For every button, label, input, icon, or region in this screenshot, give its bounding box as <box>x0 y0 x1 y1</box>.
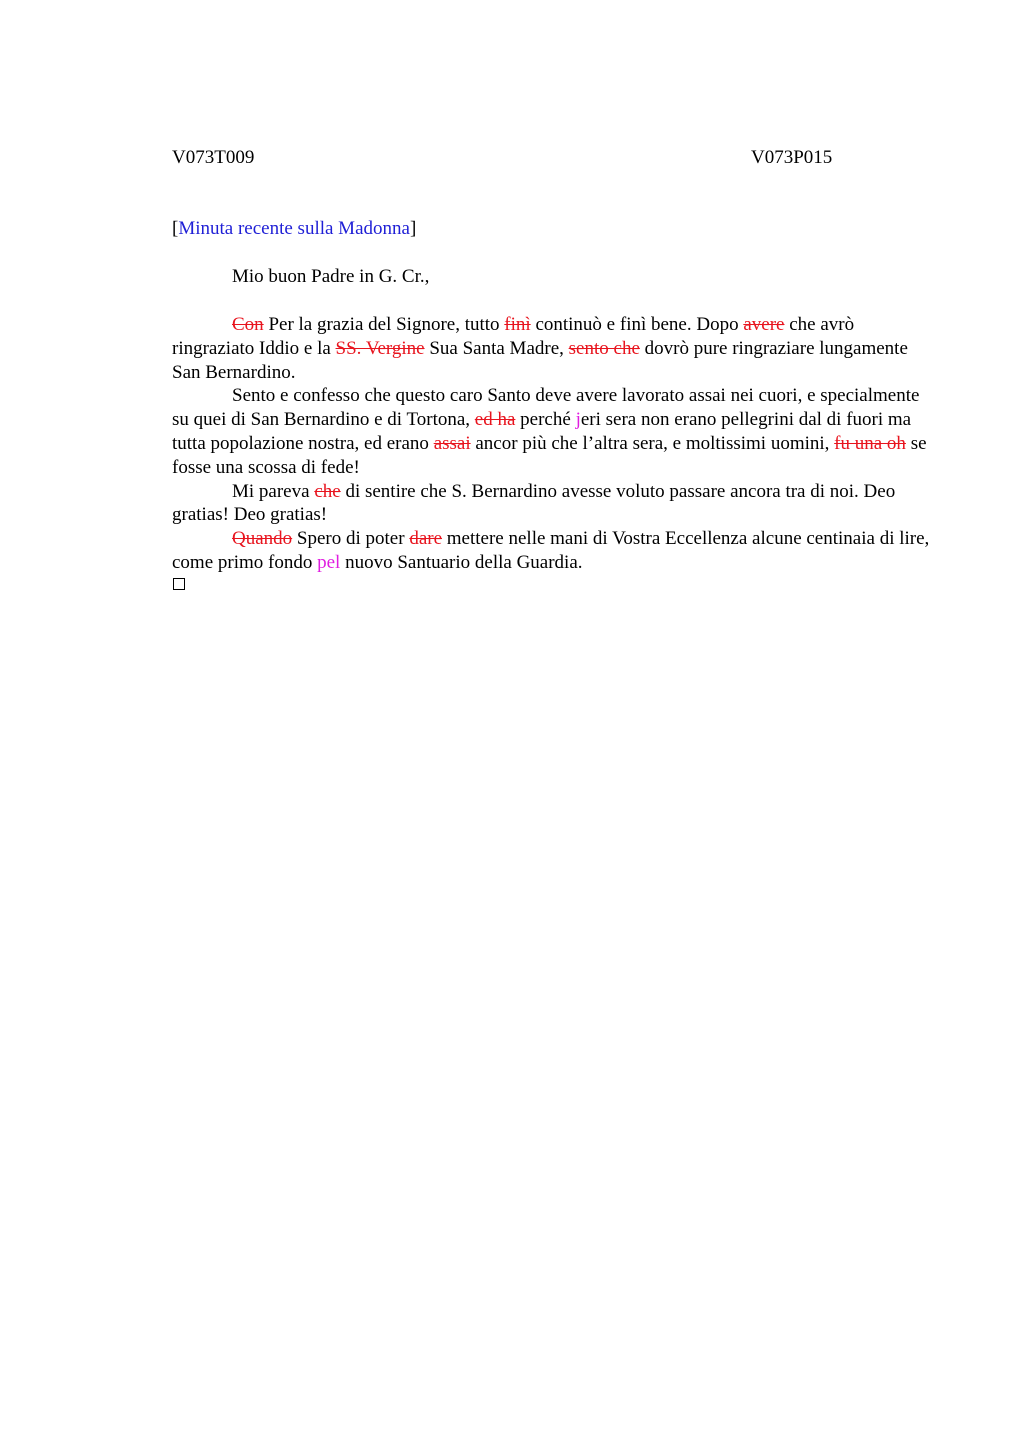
deleted-text: assai <box>433 432 471 454</box>
deleted-text: SS. Vergine <box>335 337 425 359</box>
text-segment: che avrò ringraziato Iddio e la <box>172 314 855 359</box>
text-segment: Mi pareva <box>232 480 315 502</box>
deleted-text: sento che <box>568 337 640 359</box>
letter-body <box>172 313 932 575</box>
text-segment: nuovo Santuario della Guardia. <box>340 551 583 573</box>
text-segment: se fosse una scossa di fede! <box>172 432 927 478</box>
text-segment: dovrò pure ringraziare lungamente San Bernardino. <box>172 337 908 383</box>
paragraph <box>172 480 932 528</box>
deleted-text: dare <box>409 528 443 550</box>
page-reference: V073P015 <box>751 147 833 168</box>
paragraph <box>172 527 932 575</box>
document-reference: V073T009 <box>172 147 255 168</box>
text-segment: Spero di poter <box>292 528 410 550</box>
deleted-text: avere <box>743 314 785 335</box>
text-segment: di sentire che S. Bernardino avesse voluto passare ancora tra di noi. Deo gratias! Deo gratias! <box>172 480 896 526</box>
title-open-bracket: [ <box>172 218 179 239</box>
inserted-text: j <box>575 409 581 431</box>
title-close-bracket: ] <box>409 218 417 239</box>
paragraph <box>172 384 932 479</box>
paragraph <box>172 313 932 384</box>
text-segment: continuò e finì bene. Dopo <box>530 314 744 335</box>
text-segment: eri sera non erano pellegrini dal di fuori ma tutta popolazione nostra, ed erano <box>172 409 912 454</box>
deleted-text: ed ha <box>474 409 516 431</box>
deleted-text: fu una oh <box>834 432 906 454</box>
deleted-text: Quando <box>232 528 293 550</box>
title-text: Minuta recente sulla Madonna <box>178 218 410 239</box>
deleted-text: Con <box>232 314 264 335</box>
deleted-text: che <box>314 480 341 502</box>
document-title <box>172 218 416 240</box>
text-segment: mettere nelle mani di Vostra Eccellenza alcune centinaia di lire, come primo fondo <box>172 528 930 573</box>
deleted-text: finì <box>504 314 531 335</box>
text-segment: Sento e confesso che questo caro Santo deve avere lavorato assai nei cuori, e specialmente su quei di San Bernardino e di Tortona, <box>172 385 920 431</box>
text-segment: perché <box>515 409 576 431</box>
text-segment: Sua Santa Madre, <box>424 337 569 359</box>
text-segment: Per la grazia del Signore, tutto <box>263 314 505 335</box>
end-of-text-box-icon <box>173 578 185 590</box>
salutation: Mio buon Padre in G. Cr., <box>232 266 430 287</box>
text-segment: ancor più che l’altra sera, e moltissimi uomini, <box>470 432 835 454</box>
inserted-text: pel <box>317 551 341 573</box>
